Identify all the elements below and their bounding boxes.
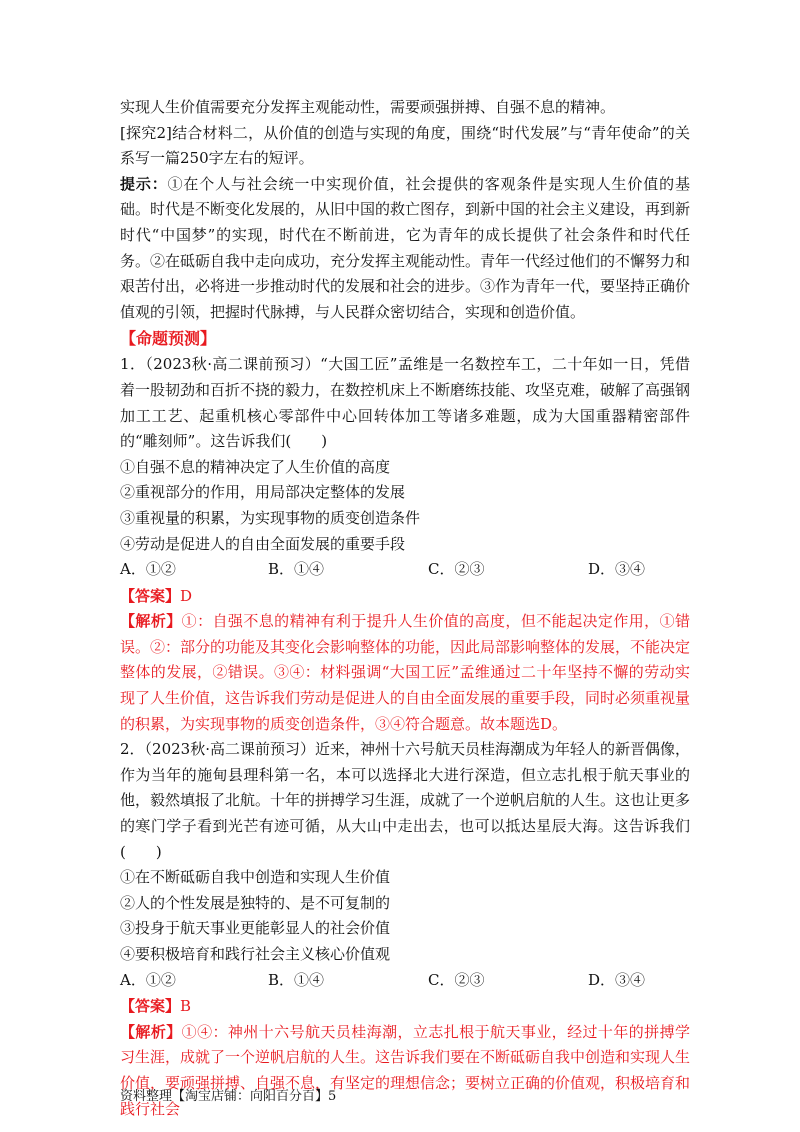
statement-item: ③投身于航天事业更能彰显人的社会价值	[120, 919, 391, 938]
section-title: 【命题预测】	[120, 329, 217, 349]
hint-text: ①在个人与社会统一中实现价值，社会提供的客观条件是实现人生价值的基础。时代是不断变化发展的，从旧中国的救亡图存，到新中国的社会主义建设，再到新时代“中国梦”的实现，时代在不断前进，它为青年的成长提供了社会条件和时代任务。②在砥砺自我中走向成功，充分发挥主观能动性。青年一代经过他们的不懈努力和艰苦付出，必将进一步推动时代的发展和社会的进步。③作为青年一代，要坚持正确价值观的引领，把握时代脉搏，与人民群众密切结合，实现和创造价值。	[120, 174, 691, 321]
option-c: C．②③	[428, 970, 485, 989]
choice-options	[120, 557, 690, 583]
option-d: D．③④	[588, 970, 646, 989]
answer-line	[120, 584, 690, 610]
statement-item: ④要积极培育和践行社会主义核心价值观	[120, 945, 391, 963]
explore-2-label: [探究2]	[120, 123, 172, 142]
answer-value: D	[180, 586, 193, 605]
statement-item: ②人的个性发展是独特的、是不可复制的	[120, 893, 391, 912]
statement-item: ①自强不息的精神决定了人生价值的高度	[120, 457, 391, 476]
explore-2-paragraph	[120, 121, 690, 172]
analysis-paragraph	[120, 609, 690, 737]
option-a: A．①②	[120, 970, 176, 989]
question-stem: 2．（2023秋·高二课前预习）近来，神州十六号航天员桂海潮成为年轻人的新晋偶像，作为当年的施甸县理科第一名，本可以选择北大进行深造，但立志扎根于航天事业的他，毅然填报了北航。十年的拼搏学习生涯，成就了一个逆帆启航的人生。这也让更多的寒门学子看到光芒有迹可循，从大山中走出去，也可以抵达星辰大海。这告诉我们( )	[120, 740, 691, 861]
analysis-label: 【解析】	[120, 1022, 182, 1041]
statement-item: ②重视部分的作用，用局部决定整体的发展	[120, 483, 406, 502]
hint-label: 提示：	[120, 174, 168, 193]
analysis-text: ①④：神州十六号航天员桂海潮，立志扎根于航天事业，经过十年的拼搏学习生涯，成就了一个逆帆启航的人生。这告诉我们要在不断砥砺自我中创造和实现人生价值，要顽强拼搏、自强不息，有坚定的理想信念；要树立正确的价值观，积极培育和践行社会	[120, 1022, 691, 1118]
page-content	[120, 95, 690, 1122]
question-2	[120, 737, 690, 1122]
option-c: C．②③	[428, 560, 485, 579]
explore-2-text: 结合材料二，从价值的创造与实现的角度，围绕“时代发展”与“青年使命”的关系写一篇250字左右的短评。	[120, 123, 690, 168]
analysis-text: ①：自强不息的精神有利于提升人生价值的高度，但不能起决定作用，①错误。②：部分的功能及其变化会影响整体的功能，因此局部影响整体的发展，不能决定整体的发展，②错误。③④：材料强调“大国工匠”孟维通过二十年坚持不懈的劳动实现了人生价值，这告诉我们劳动是促进人的自由全面发展的重要手段，同时必须重视量的积累，为实现事物的质变创造条件，③④符合题意。故本题选D。	[120, 612, 691, 733]
hint-paragraph	[120, 172, 690, 326]
statement-item: ③重视量的积累，为实现事物的质变创造条件	[120, 508, 421, 527]
option-a: A．①②	[120, 560, 176, 579]
option-b: B．①④	[268, 970, 325, 989]
answer-label: 【答案】	[120, 997, 181, 1016]
question-stem: 1．（2023秋·高二课前预习）“大国工匠”孟维是一名数控车工，二十年如一日，凭借着一股韧劲和百折不挠的毅力，在数控机床上不断磨练技能、攻坚克难，破解了高强钢加工工艺、起重机核心零部件中心回转体加工等诸多难题，成为大国重器精密部件的“雕刻师”。这告诉我们( )	[120, 355, 691, 451]
answer-label: 【答案】	[120, 586, 181, 605]
answer-line	[120, 994, 690, 1020]
question-1	[120, 352, 690, 737]
statement-item: ①在不断砥砺自我中创造和实现人生价值	[120, 868, 391, 887]
page-footer: 资料整理【淘宝店铺：向阳百分百】5	[120, 1089, 337, 1104]
intro-line: 实现人生价值需要充分发挥主观能动性，需要顽强拼搏、自强不息的精神。	[120, 98, 616, 116]
statement-item: ④劳动是促进人的自由全面发展的重要手段	[120, 534, 406, 553]
answer-value: B	[180, 997, 192, 1016]
analysis-label: 【解析】	[120, 612, 182, 631]
option-b: B．①④	[268, 560, 325, 579]
choice-options	[120, 968, 690, 994]
analysis-paragraph	[120, 1020, 690, 1122]
option-d: D．③④	[588, 560, 646, 579]
